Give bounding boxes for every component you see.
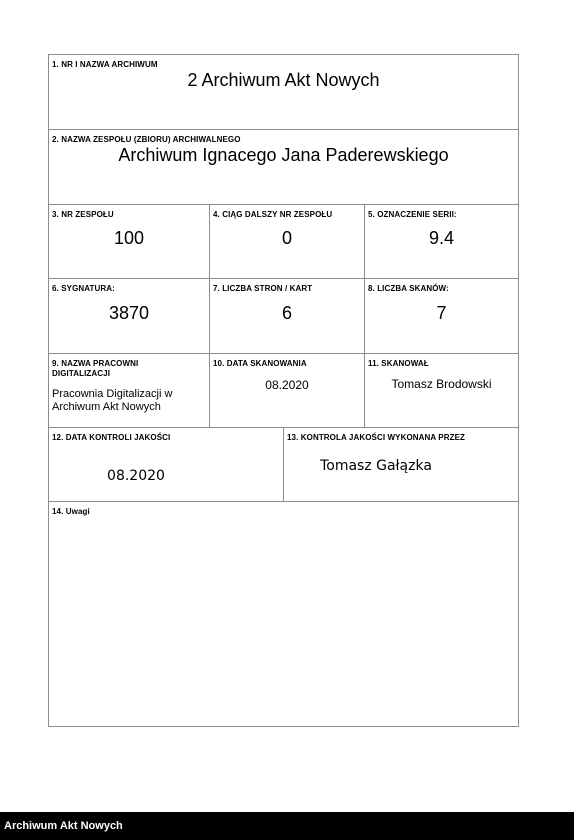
field-label: 7. LICZBA STRON / KART	[213, 284, 313, 293]
field-value: 7	[436, 303, 447, 323]
field-digitization-lab	[49, 354, 210, 428]
field-value: Tomasz Brodowski	[391, 377, 492, 391]
field-archive-name	[49, 55, 518, 130]
field-quality-check-date	[49, 428, 284, 502]
field-value: Archiwum Ignacego Jana Paderewskiego	[118, 145, 449, 165]
field-signature	[49, 279, 210, 354]
field-value: Tomasz Gałązka	[320, 458, 432, 474]
field-value: 2 Archiwum Akt Nowych	[187, 70, 380, 90]
field-value: 6	[281, 303, 292, 323]
field-label: 6. SYGNATURA:	[52, 284, 115, 293]
field-fonds-name	[49, 130, 518, 205]
field-fonds-continuation	[210, 205, 365, 279]
field-label: 2. NAZWA ZESPOŁU (ZBIORU) ARCHIWALNEGO	[52, 135, 241, 144]
footer-text: Archiwum Akt Nowych	[4, 820, 123, 832]
field-label: 12. DATA KONTROLI JAKOŚCI	[52, 433, 171, 442]
scan-metadata-form	[48, 54, 519, 727]
field-page-count	[210, 279, 365, 354]
field-value: 9.4	[428, 228, 455, 248]
field-label: 3. NR ZESPOŁU	[52, 210, 114, 219]
field-value: 0	[281, 228, 292, 248]
field-scan-date	[210, 354, 365, 428]
field-scanned-by	[365, 354, 518, 428]
field-value: Pracownia Digitalizacji w Archiwum Akt Nowych	[52, 388, 173, 413]
field-label: 10. DATA SKANOWANIA	[213, 359, 307, 368]
field-quality-check-by	[284, 428, 518, 502]
field-label: 9. NAZWA PRACOWNI DIGITALIZACJI	[52, 359, 139, 378]
field-label: 5. OZNACZENIE SERII:	[368, 210, 457, 219]
field-value: 3870	[108, 303, 150, 323]
field-label: 4. CIĄG DALSZY NR ZESPOŁU	[213, 210, 333, 219]
field-label: 14. Uwagi	[52, 507, 90, 516]
field-label: 13. KONTROLA JAKOŚCI WYKONANA PRZEZ	[287, 433, 466, 442]
field-value: 08.2020	[107, 468, 165, 484]
field-fonds-number	[49, 205, 210, 279]
field-series-designation	[365, 205, 518, 279]
field-remarks	[49, 502, 518, 726]
field-label: 1. NR I NAZWA ARCHIWUM	[52, 60, 158, 69]
field-scan-count	[365, 279, 518, 354]
footer-bar	[0, 812, 574, 840]
field-value: 08.2020	[265, 378, 309, 392]
field-value: 100	[113, 228, 145, 248]
field-label: 8. LICZBA SKANÓW:	[368, 284, 449, 293]
field-label: 11. SKANOWAŁ	[368, 359, 429, 368]
